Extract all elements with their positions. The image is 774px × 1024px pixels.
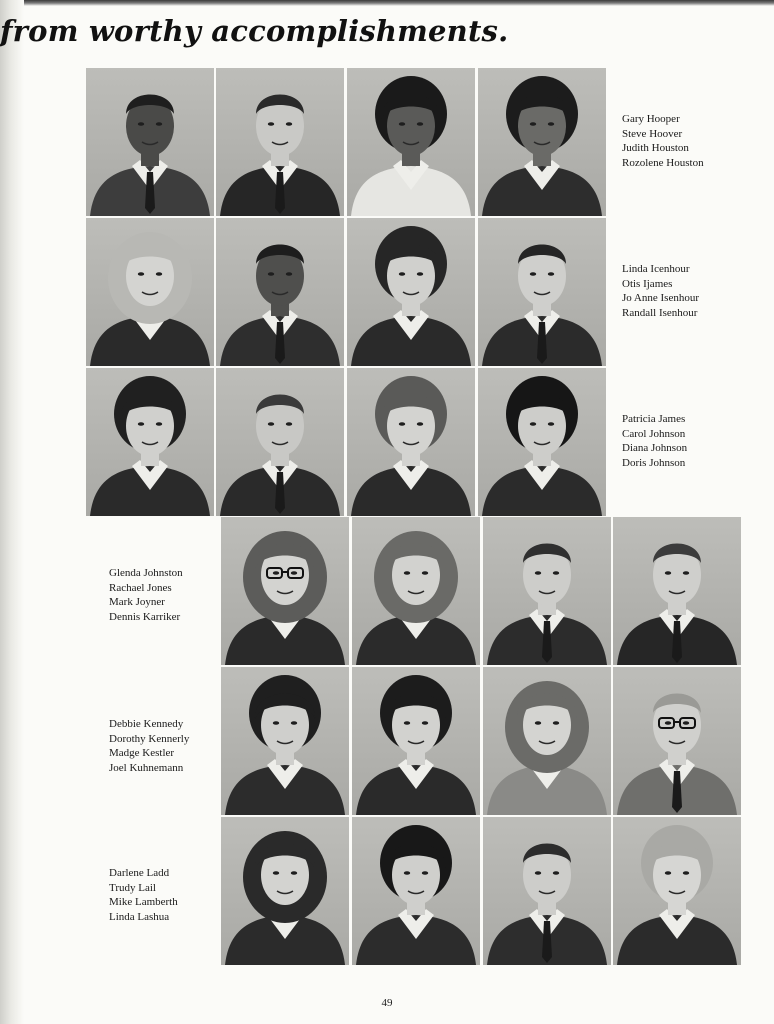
portrait-silhouette xyxy=(86,68,214,216)
portrait-silhouette xyxy=(221,817,349,965)
student-portrait xyxy=(347,218,475,366)
student-portrait xyxy=(352,817,480,965)
portrait-silhouette xyxy=(352,817,480,965)
portrait-silhouette xyxy=(483,517,611,665)
student-portrait xyxy=(483,817,611,965)
student-name: Gary Hooper xyxy=(622,113,680,125)
student-name: Madge Kestler xyxy=(109,747,175,760)
portrait-silhouette xyxy=(216,218,344,366)
student-name: Patricia James xyxy=(622,413,686,425)
student-portrait xyxy=(478,218,606,366)
portrait-silhouette xyxy=(613,667,741,815)
portrait-silhouette xyxy=(347,368,475,516)
names-row-6 xyxy=(109,866,178,924)
names-row-3 xyxy=(622,412,687,470)
portrait-silhouette xyxy=(216,368,344,516)
portrait-silhouette xyxy=(478,368,606,516)
student-name: Mark Joyner xyxy=(109,596,165,609)
page-heading: from worthy accomplishments. xyxy=(0,14,509,48)
portrait-silhouette xyxy=(478,218,606,366)
student-portrait xyxy=(352,517,480,665)
student-name: Linda Icenhour xyxy=(622,263,690,275)
student-portrait xyxy=(216,68,344,216)
student-portrait xyxy=(478,368,606,516)
student-name: Dennis Karriker xyxy=(109,610,181,623)
student-name: Randall Isenhour xyxy=(622,306,698,319)
student-portrait xyxy=(352,667,480,815)
portrait-silhouette xyxy=(613,817,741,965)
student-portrait xyxy=(221,817,349,965)
page-gutter xyxy=(0,0,24,1024)
page-number: 49 xyxy=(381,997,393,1009)
portrait-silhouette xyxy=(478,68,606,216)
student-name: Trudy Lail xyxy=(109,881,156,894)
student-name: Linda Lashua xyxy=(109,910,170,923)
portrait-silhouette xyxy=(86,368,214,516)
portrait-silhouette xyxy=(352,667,480,815)
student-portrait xyxy=(347,368,475,516)
student-name: Debbie Kennedy xyxy=(109,718,184,730)
portrait-silhouette xyxy=(347,218,475,366)
student-portrait xyxy=(221,667,349,815)
student-name: Steve Hoover xyxy=(622,127,683,140)
portrait-silhouette xyxy=(483,667,611,815)
portrait-silhouette xyxy=(216,68,344,216)
student-name: Rozolene Houston xyxy=(622,156,704,169)
names-row-4 xyxy=(109,566,183,624)
portrait-silhouette xyxy=(613,517,741,665)
student-portrait xyxy=(478,68,606,216)
student-name: Otis Ijames xyxy=(622,277,673,290)
student-name: Diana Johnson xyxy=(622,442,688,455)
scan-edge-shadow xyxy=(0,0,774,6)
student-portrait xyxy=(483,517,611,665)
student-name: Darlene Ladd xyxy=(109,867,170,879)
student-name: Doris Johnson xyxy=(622,456,686,469)
student-name: Rachael Jones xyxy=(109,581,172,594)
student-portrait xyxy=(613,667,741,815)
student-portrait xyxy=(86,218,214,366)
portrait-silhouette xyxy=(483,817,611,965)
student-name: Jo Anne Isenhour xyxy=(622,292,699,305)
names-row-2 xyxy=(622,262,699,320)
student-portrait xyxy=(86,368,214,516)
student-name: Joel Kuhnemann xyxy=(109,761,184,774)
student-name: Mike Lamberth xyxy=(109,896,178,909)
student-portrait xyxy=(216,368,344,516)
student-portrait xyxy=(86,68,214,216)
student-portrait xyxy=(613,517,741,665)
student-name: Carol Johnson xyxy=(622,427,686,440)
names-row-5 xyxy=(109,717,189,775)
student-name: Glenda Johnston xyxy=(109,567,183,579)
portrait-silhouette xyxy=(221,517,349,665)
portrait-silhouette xyxy=(86,218,214,366)
student-portrait xyxy=(483,667,611,815)
student-portrait xyxy=(216,218,344,366)
names-row-1 xyxy=(622,112,704,170)
portrait-silhouette xyxy=(221,667,349,815)
student-portrait xyxy=(221,517,349,665)
portrait-silhouette xyxy=(347,68,475,216)
portrait-silhouette xyxy=(352,517,480,665)
student-portrait xyxy=(613,817,741,965)
student-name: Judith Houston xyxy=(622,142,689,155)
student-name: Dorothy Kennerly xyxy=(109,732,190,745)
student-portrait xyxy=(347,68,475,216)
